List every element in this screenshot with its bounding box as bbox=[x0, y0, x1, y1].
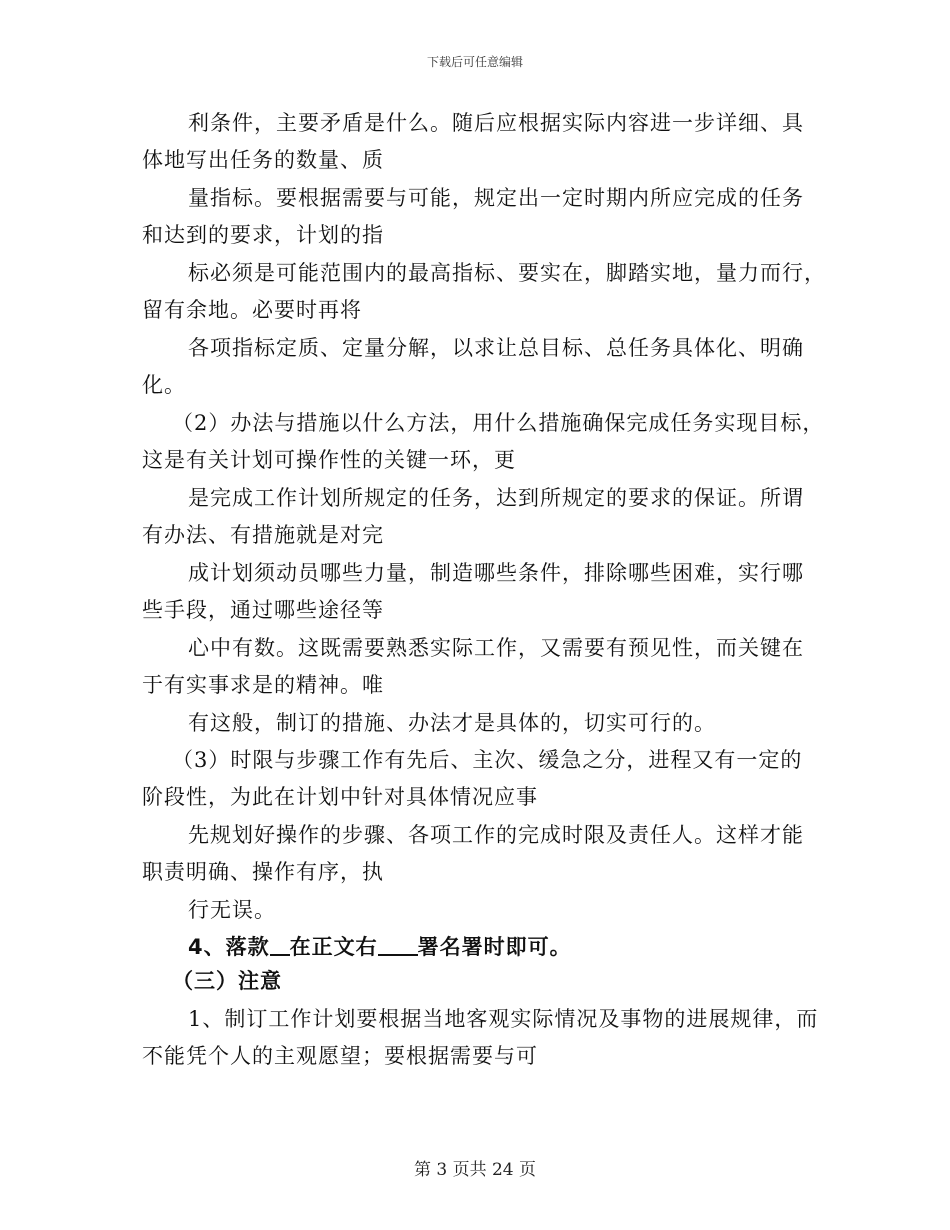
page-number: 第 3 页共 24 页 bbox=[413, 1160, 537, 1180]
body-line: 是完成工作计划所规定的任务，达到所规定的要求的保证。所谓 bbox=[188, 486, 804, 510]
section-heading: （三）注意 bbox=[172, 969, 282, 993]
body-line: 体地写出任务的数量、质 bbox=[142, 148, 384, 172]
body-line: 量指标。要根据需要与可能，规定出一定时期内所应完成的任务 bbox=[188, 186, 804, 210]
body-line: 标必须是可能范围内的最高指标、要实在，脚踏实地，量力而行， bbox=[188, 261, 826, 285]
note-line: 不能凭个人的主观愿望；要根据需要与可 bbox=[142, 1044, 538, 1068]
note-line: 1、制订工作计划要根据当地客观实际情况及事物的进展规律，而 bbox=[188, 1007, 819, 1031]
body-line: 成计划须动员哪些力量，制造哪些条件，排除哪些困难，实行哪 bbox=[188, 561, 804, 585]
fill-blank bbox=[270, 936, 290, 956]
body-line: 心中有数。这既需要熟悉实际工作，又需要有预见性，而关键在 bbox=[188, 636, 804, 660]
signature-end: 署名署时即可。 bbox=[417, 935, 572, 959]
body-line: 留有余地。必要时再将 bbox=[142, 298, 362, 322]
body-line: （3）时限与步骤工作有先后、主次、缓急之分，进程又有一定的 bbox=[172, 748, 803, 772]
body-line: （2）办法与措施以什么方法，用什么措施确保完成任务实现目标， bbox=[172, 411, 825, 435]
body-line: 利条件，主要矛盾是什么。随后应根据实际内容进一步详细、具 bbox=[188, 111, 804, 135]
body-line: 有这般，制订的措施、办法才是具体的，切实可行的。 bbox=[188, 711, 716, 735]
body-line: 和达到的要求，计划的指 bbox=[142, 223, 384, 247]
fill-blank bbox=[378, 936, 418, 956]
body-line: 些手段，通过哪些途径等 bbox=[142, 598, 384, 622]
signature-middle: 在正文右 bbox=[289, 935, 378, 959]
body-line: 阶段性，为此在计划中针对具体情况应事 bbox=[142, 785, 538, 809]
body-line: 于有实事求是的精神。唯 bbox=[142, 673, 384, 697]
body-line: 行无误。 bbox=[188, 898, 276, 922]
signature-line bbox=[188, 932, 572, 962]
body-line: 化。 bbox=[142, 373, 186, 397]
body-line: 这是有关计划可操作性的关键一环，更 bbox=[142, 448, 516, 472]
signature-label: 4、落款 bbox=[188, 935, 270, 959]
page-header-note: 下载后可任意编辑 bbox=[426, 55, 523, 69]
body-line: 先规划好操作的步骤、各项工作的完成时限及责任人。这样才能 bbox=[188, 823, 804, 847]
body-line: 职责明确、操作有序，执 bbox=[142, 860, 384, 884]
body-line: 有办法、有措施就是对完 bbox=[142, 523, 384, 547]
body-line: 各项指标定质、定量分解，以求让总目标、总任务具体化、明确 bbox=[188, 336, 804, 360]
